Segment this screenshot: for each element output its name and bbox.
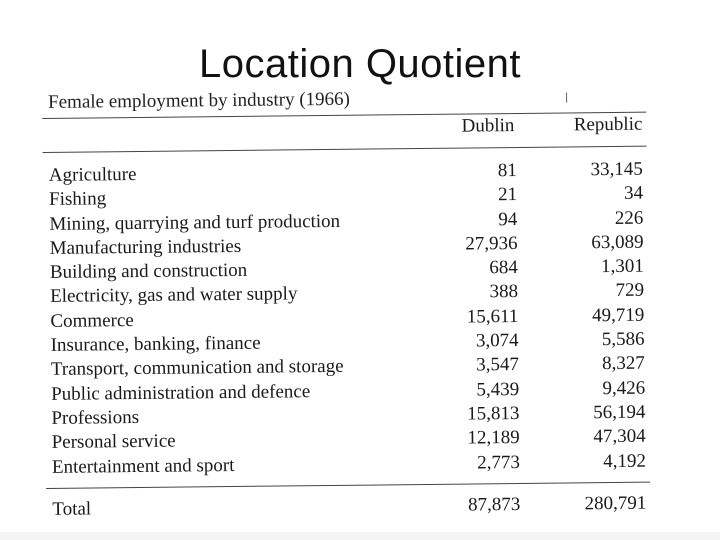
republic-value: 49,719 bbox=[592, 304, 645, 327]
row-label: Commerce bbox=[50, 309, 134, 332]
total-label: Total bbox=[52, 498, 92, 520]
total-dublin-value: 87,873 bbox=[467, 493, 521, 516]
scan-mark bbox=[566, 92, 567, 102]
dublin-value: 81 bbox=[497, 160, 517, 182]
table-row bbox=[52, 449, 648, 480]
table-total-row bbox=[52, 492, 648, 524]
republic-value: 34 bbox=[623, 182, 644, 205]
row-label: Personal service bbox=[51, 430, 176, 454]
dublin-value: 94 bbox=[498, 208, 518, 230]
slide-title: Location Quotient bbox=[198, 42, 522, 86]
dublin-value: 5,439 bbox=[476, 378, 520, 401]
republic-value: 56,194 bbox=[593, 401, 646, 424]
republic-value: 226 bbox=[614, 207, 644, 229]
dublin-value: 2,773 bbox=[477, 451, 521, 474]
dublin-value: 15,611 bbox=[466, 305, 519, 328]
table-header-rule bbox=[43, 146, 647, 153]
row-label: Professions bbox=[51, 406, 140, 429]
row-label: Electricity, gas and water supply bbox=[50, 283, 298, 308]
republic-value: 47,304 bbox=[593, 425, 646, 448]
row-label: Insurance, banking, finance bbox=[50, 332, 261, 356]
dublin-value: 27,936 bbox=[465, 232, 518, 255]
row-label: Fishing bbox=[49, 188, 107, 211]
dublin-value: 12,189 bbox=[467, 427, 520, 449]
dublin-value: 21 bbox=[497, 184, 518, 206]
row-label: Mining, quarrying and turf production bbox=[49, 210, 341, 235]
republic-value: 9,426 bbox=[602, 377, 646, 399]
row-label: Public administration and defence bbox=[51, 380, 311, 405]
scanned-table bbox=[40, 86, 655, 540]
row-label: Transport, communication and storage bbox=[50, 356, 344, 381]
dublin-value: 15,813 bbox=[467, 402, 520, 425]
row-label: Building and construction bbox=[49, 260, 248, 284]
column-header-dublin: Dublin bbox=[461, 115, 515, 137]
dublin-value: 684 bbox=[489, 257, 518, 279]
republic-value: 33,145 bbox=[590, 158, 643, 181]
row-label: Entertainment and sport bbox=[51, 454, 235, 478]
table-total-rule bbox=[46, 482, 650, 489]
total-republic-value: 280,791 bbox=[584, 492, 647, 515]
republic-value: 5,586 bbox=[601, 328, 645, 351]
republic-value: 4,192 bbox=[603, 450, 647, 472]
dublin-value: 3,547 bbox=[476, 354, 519, 376]
scan-bottom-edge bbox=[0, 532, 720, 540]
dublin-value: 388 bbox=[489, 281, 519, 303]
row-label: Agriculture bbox=[48, 163, 137, 186]
republic-value: 8,327 bbox=[602, 353, 645, 375]
republic-value: 63,089 bbox=[591, 231, 644, 254]
republic-value: 729 bbox=[615, 280, 645, 302]
column-header-republic: Republic bbox=[573, 113, 643, 136]
table-caption: Female employment by industry (1966) bbox=[47, 88, 351, 113]
table-body bbox=[49, 158, 648, 480]
row-label: Manufacturing industries bbox=[49, 235, 242, 259]
dublin-value: 3,074 bbox=[475, 330, 519, 352]
republic-value: 1,301 bbox=[601, 255, 644, 278]
